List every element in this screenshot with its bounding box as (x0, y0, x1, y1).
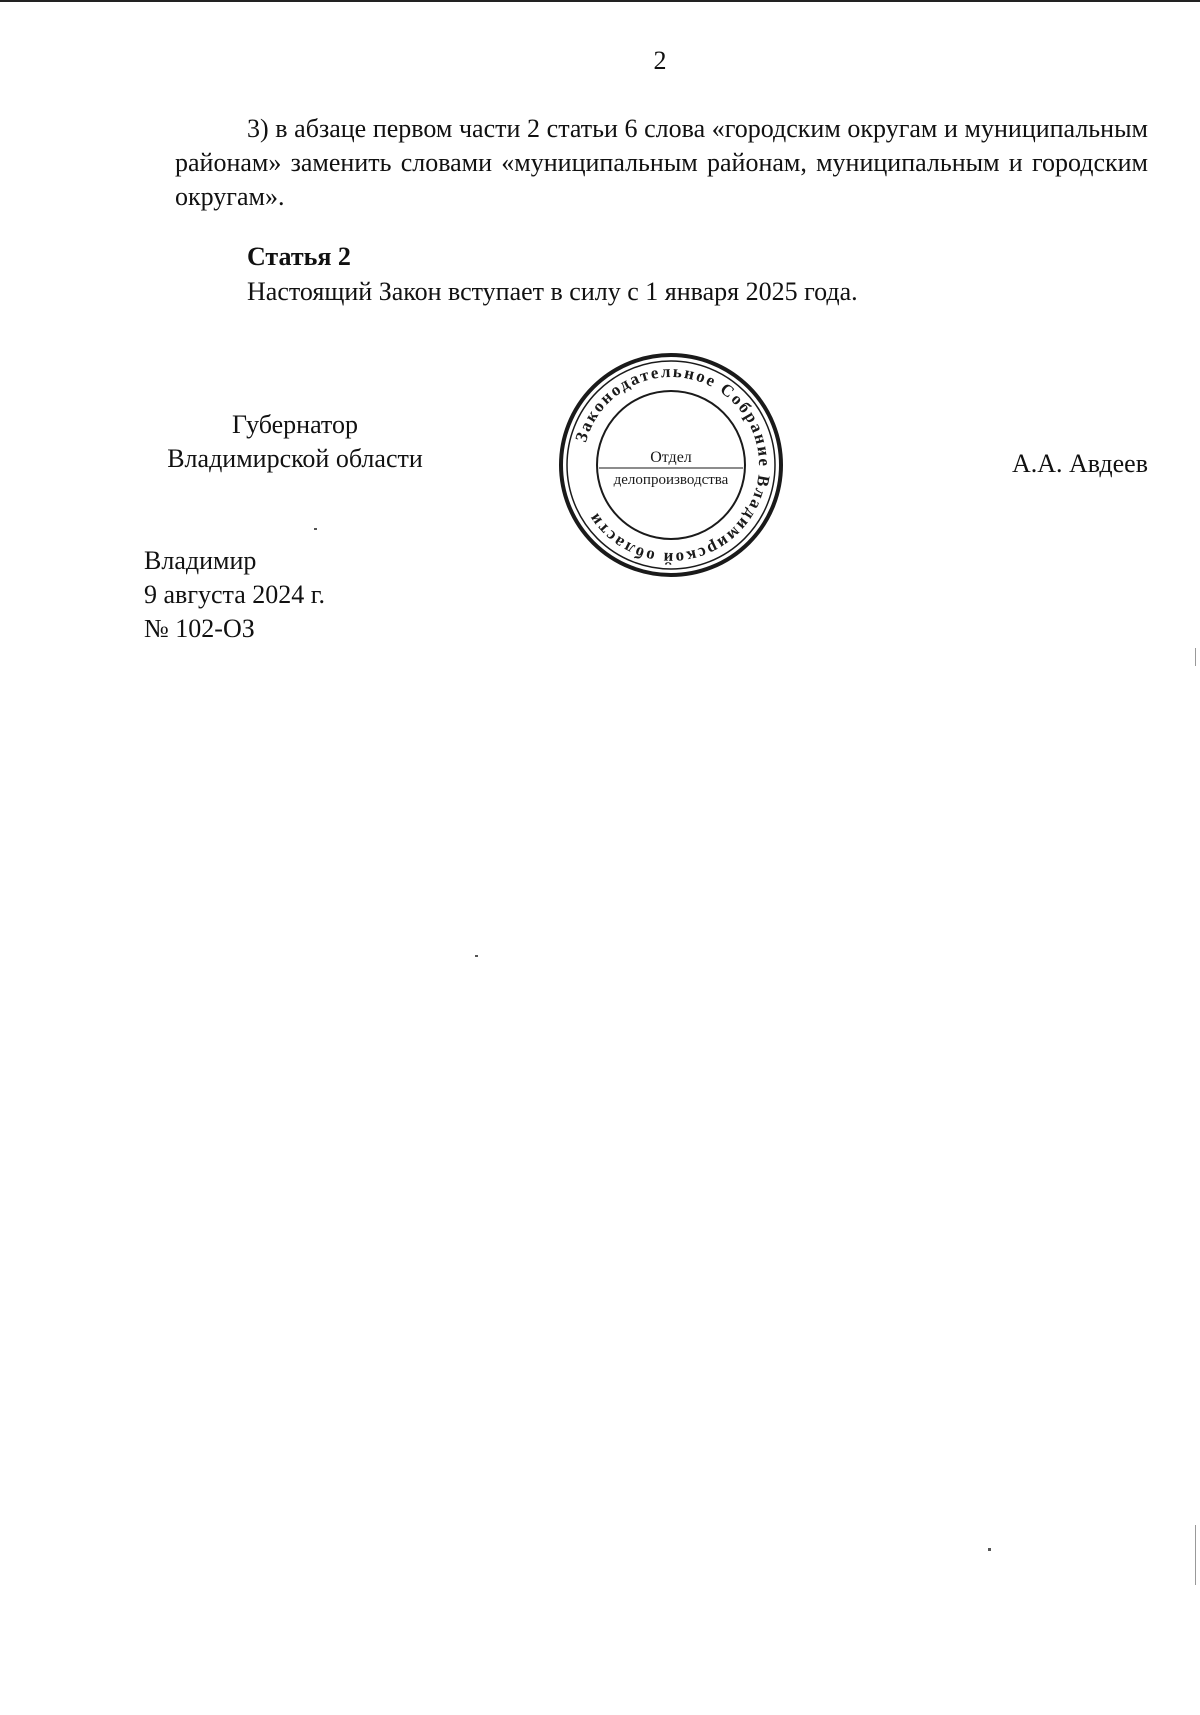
scan-dust-mark (988, 1548, 991, 1551)
signer-position-line-2: Владимирской области (167, 444, 423, 473)
article-2-text: Настоящий Закон вступает в силу с 1 января 2025 года. (247, 277, 858, 306)
place-date-number-block (144, 544, 325, 646)
signer-position-line-1: Губернатор (232, 410, 358, 439)
official-stamp-seal (556, 350, 786, 580)
top-border-line (0, 0, 1200, 2)
amendment-paragraph-3: 3) в абзаце первом части 2 статьи 6 слова «городским округам и муниципальным районам» заменить словами «муниципальным районам, муниципальным и городским округам». (175, 114, 1148, 211)
scan-edge-mark (1195, 1525, 1196, 1585)
page-number: 2 (653, 46, 667, 75)
signer-name: А.А. Авдеев (1011, 449, 1148, 478)
law-number: № 102-ОЗ (144, 614, 255, 643)
article-2-title: Статья 2 (247, 242, 351, 271)
stamp-center-line-2: делопроизводства (613, 472, 729, 488)
stamp-center-line-1: Отдел (650, 449, 692, 466)
date: 9 августа 2024 г. (144, 580, 325, 609)
scan-dust-mark (475, 955, 478, 957)
scan-dust-mark (314, 528, 317, 530)
place: Владимир (144, 546, 257, 575)
stamp-ring-text: Законодательное Собрание Владимирской области (571, 361, 775, 569)
scan-edge-mark (1195, 648, 1196, 666)
signer-position (136, 408, 454, 476)
